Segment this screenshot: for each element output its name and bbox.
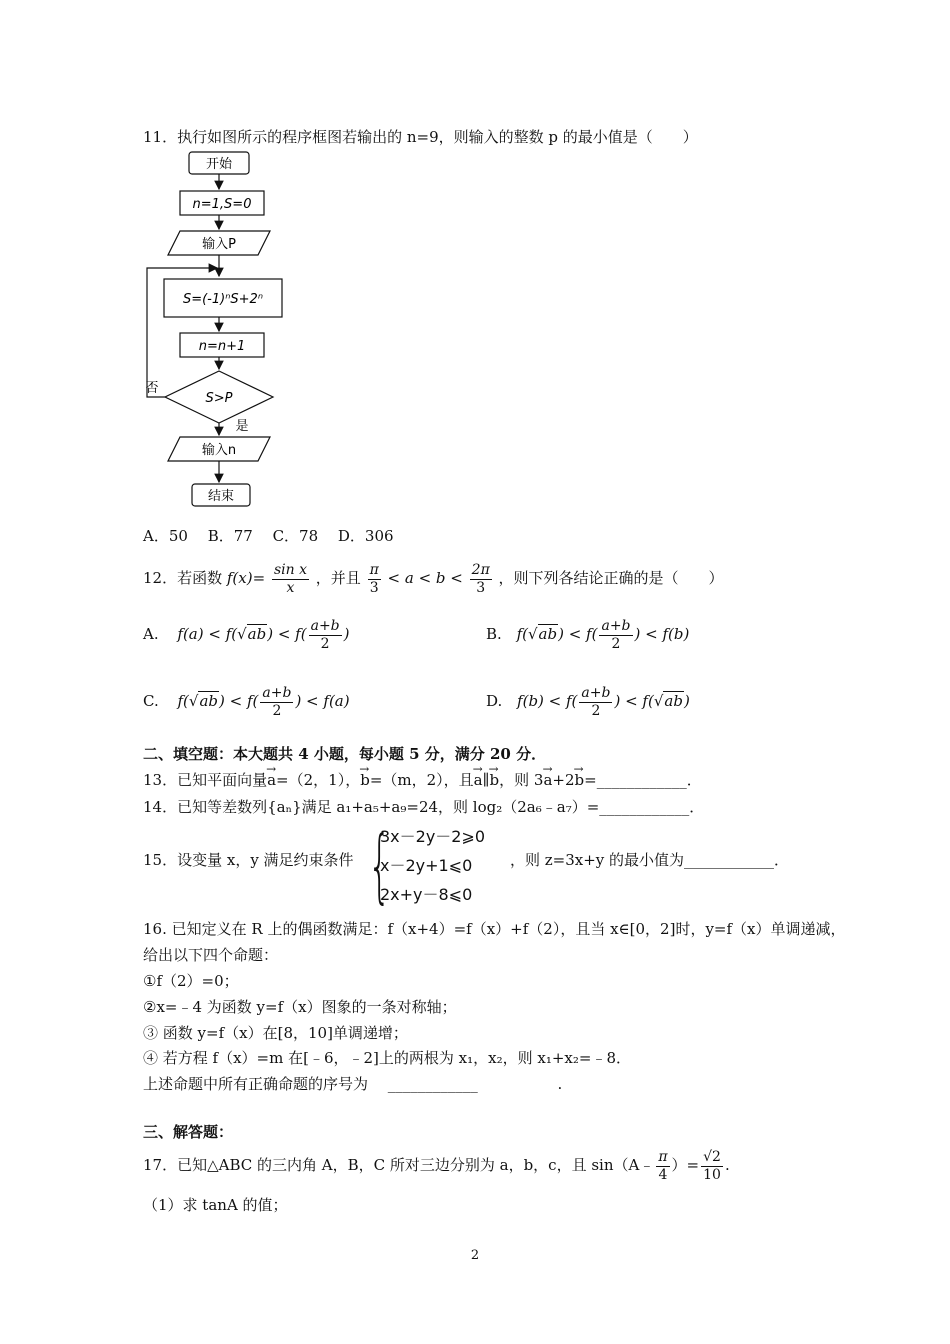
q12-option-c: C. f(√ab) < f( $\frac{a+b}{2}$ ) < f(a) — [143, 684, 350, 719]
flow-end-text: 结束 — [207, 489, 235, 504]
q13: 13．已知平面向量→ a=（2，1），→ b=（m，2），且→ a∥→ b，则 3→ a+2→ b=____________． — [143, 770, 702, 790]
q16-line-3: ①f（2）=0； — [143, 972, 239, 990]
flow-update-text: S=(-1)ⁿS+2ⁿ — [182, 292, 264, 307]
section-2-heading: 二、填空题：本大题共 4 小题，每小题 5 分，满分 20 分． — [143, 745, 547, 763]
flow-init-text: n=1,S=0 — [192, 197, 252, 212]
flowchart — [140, 145, 290, 515]
q12-stem: 12．若函数 f(x)= $\frac{\text{sin x}}{x}$ ，并且 $\frac{\pi}{3}$ < a < b < $\frac{2\pi}{3}$ ，则下列各结论正确的是（ ） — [143, 561, 724, 596]
q17-part-1: （1）求 tanA 的值； — [143, 1196, 288, 1214]
flow-start-text: 开始 — [205, 157, 233, 172]
brace-icon: { — [368, 819, 391, 912]
flow-input-p-text: 输入P — [202, 237, 236, 252]
flow-output-text: 输入n — [201, 443, 237, 458]
q15-constraint-system — [368, 819, 518, 912]
q14: 14．已知等差数列{aₙ}满足 a₁+a₅+a₉=24，则 log₂（2a₆﹣a₇）=____________． — [143, 798, 705, 816]
q15-row-1: 3x－2y－2⩾0 — [380, 827, 486, 846]
q16-line-2: 给出以下四个命题： — [143, 946, 279, 964]
q11-options: A．50 B．77 C．78 D．306 — [143, 527, 394, 545]
page-number: 2 — [470, 1248, 480, 1263]
q16-line-4: ②x=﹣4 为函数 y=f（x）图象的一条对称轴； — [143, 998, 457, 1016]
flow-increment-text: n=n+1 — [198, 339, 246, 354]
q16-line-5: ③ 函数 y=f（x）在[8，10]单调递增； — [143, 1024, 408, 1042]
q16-line-1: 16. 已知定义在 R 上的偶函数满足：f（x+4）=f（x）+f（2），且当 x∈[0，2]时，y=f（x）单调递减， — [143, 920, 846, 938]
q17-stem: 17．已知△ABC 的三内角 A，B，C 所对三边分别为 a，b，c，且 sin（A﹣ $\frac{\pi}{4}$ ）= $\frac{√2}{10}$ . — [143, 1148, 730, 1183]
flow-condition-text: S>P — [205, 391, 233, 406]
q12-option-b: B. f(√ab) < f( $\frac{a+b}{2}$ ) < f(b) — [486, 617, 690, 652]
q12-option-a: A. f(a) < f(√ab) < f( $\frac{a+b}{2}$ ) — [143, 617, 350, 652]
q16-line-6: ④ 若方程 f（x）=m 在[﹣6，﹣2]上的两根为 x₁，x₂，则 x₁+x₂=﹣8． — [143, 1049, 632, 1067]
q16-line-7: 上述命题中所有正确命题的序号为 ____________ . — [143, 1075, 563, 1093]
q12-option-d: D. f(b) < f( $\frac{a+b}{2}$ ) < f(√ab) — [486, 684, 690, 719]
q11-stem: 11．执行如图所示的程序框图若输出的 n=9，则输入的整数 p 的最小值是（ ） — [143, 128, 698, 146]
section-3-heading: 三、解答题： — [143, 1123, 234, 1141]
q15-row-2: x－2y+1⩽0 — [380, 856, 473, 875]
flow-yes-label: 是 — [235, 419, 249, 434]
flow-no-label: 否 — [145, 381, 159, 396]
q15-prefix: 15．设变量 x，y 满足约束条件 — [143, 851, 354, 869]
q15-row-3: 2x+y－8⩽0 — [380, 885, 473, 904]
q15-suffix: ，则 z=3x+y 的最小值为____________． — [510, 851, 790, 869]
